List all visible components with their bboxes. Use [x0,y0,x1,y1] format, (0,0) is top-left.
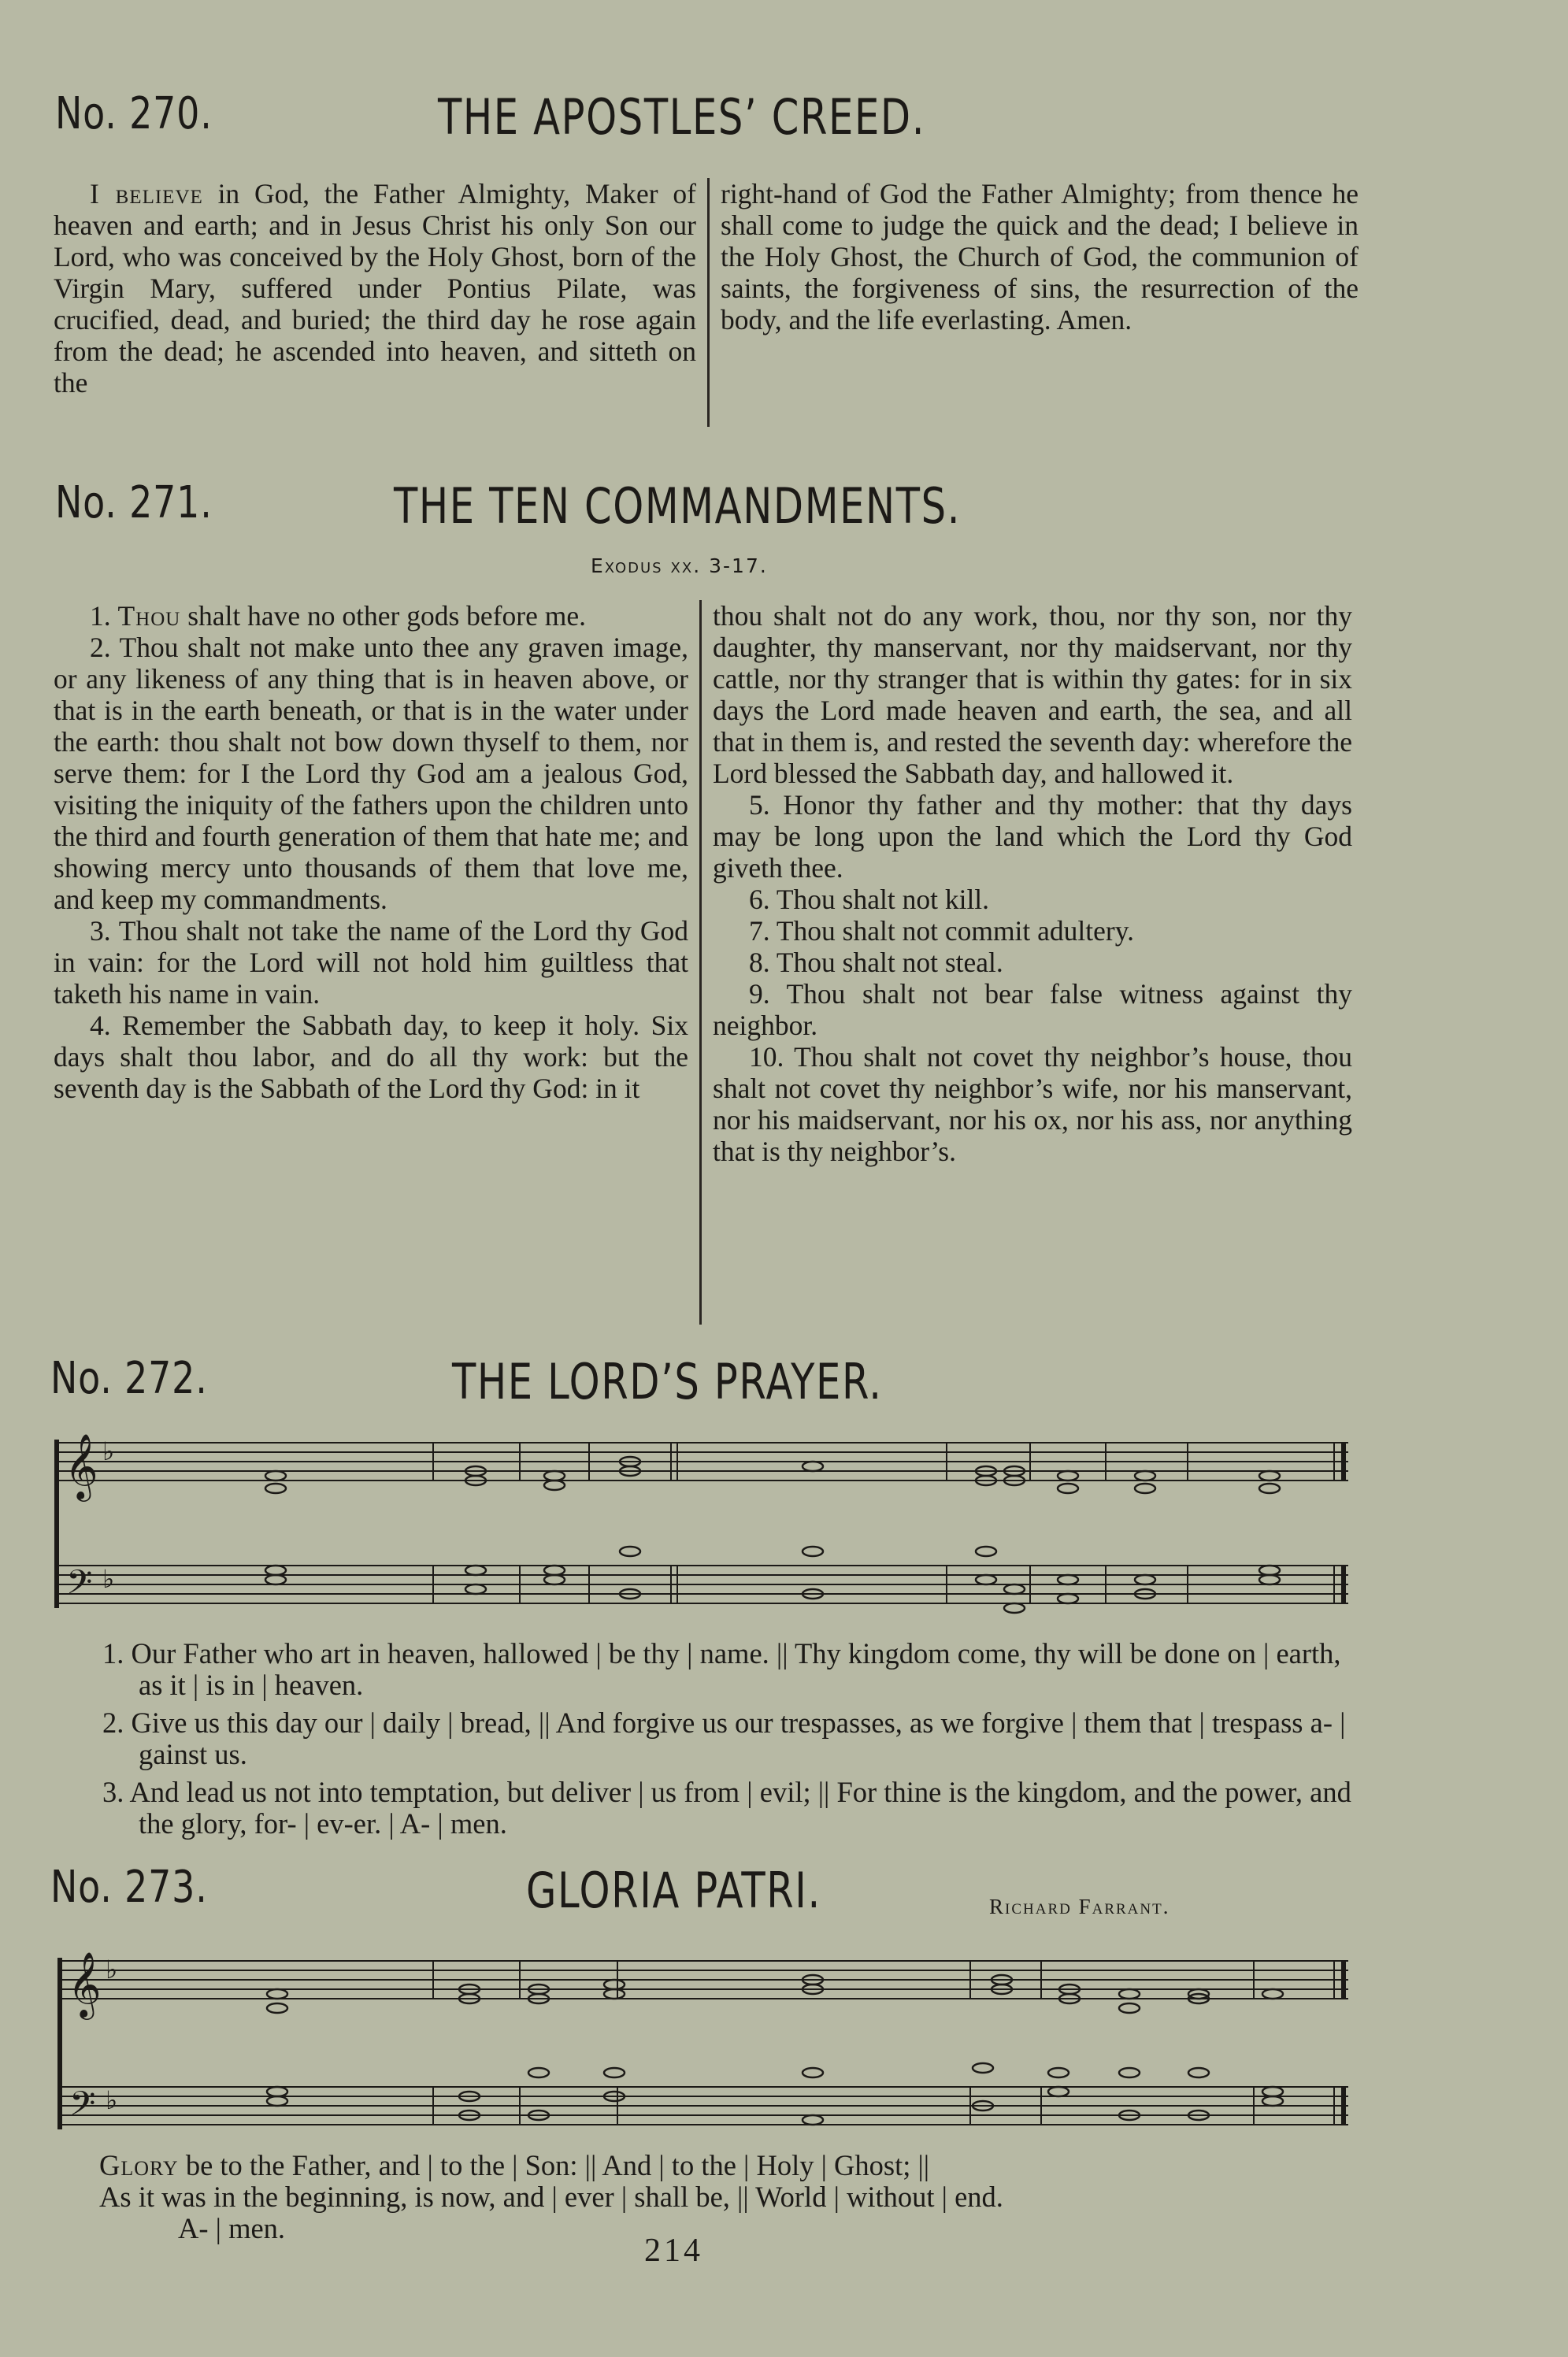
creed-first-word: I believe [90,178,203,209]
commandment-3: 3. Thou shalt not take the name of the Lord thy God in vain: for the Lord will not hold him guiltless that taketh his name in vain. [54,915,688,1010]
svg-text:𝄞: 𝄞 [68,1951,102,2017]
gloria-number: No. 273. [50,1862,208,1913]
commandment-2: 2. Thou shalt not make unto thee any graven image, or any likeness of any thing that is in heaven above, or that is in the earth beneath, or that is in the water under the earth: thou shalt not bow down thyself to them, nor serve them: for I the Lord thy God am a jealous God, visiting the iniquity of the fathers upon the children unto the third and fourth generation of them that hate me; and showing mercy unto thousands of them that love me, and keep my commandments. [54,632,688,915]
lords-prayer-verse-3: 3. And lead us not into temptation, but deliver | us from | evil; || For thine is the kingdom, and the power, and the glory, for- | ev-er. | A- | men. [102,1776,1351,1840]
commandment-4-start: 4. Remember the Sabbath day, to keep it holy. Six days shalt thou labor, and do all thy work: but the seventh day is the Sabbath of the Lord thy God: in it [54,1010,688,1104]
gloria-music-score [49,1951,1356,2148]
commandment-5: 5. Honor thy father and thy mother: that thy days may be long upon the land which the Lord thy God giveth thee. [713,789,1352,884]
lords-prayer-number: No. 272. [50,1353,208,1404]
lords-prayer-music-score [49,1433,1356,1622]
svg-text:𝄞: 𝄞 [65,1433,98,1499]
creed-left-text: in God, the Father Almighty, Maker of heaven and earth; and in Jesus Christ his only Son our Lord, who was conceived by the Holy Ghost, born of the Virgin Mary, suffered under Pontius Pilate, was crucified, dead, and buried; the third day he rose again from the dead; he ascended into heaven, and sitteth on the [54,178,696,398]
lords-prayer-verse-2: 2. Give us this day our | daily | bread, || And forgive us our trespasses, as we forgive | them that | trespass a- | gainst us. [102,1707,1346,1770]
creed-right-column [721,178,1359,430]
commandment-1-text: shalt have no other gods before me. [180,600,586,632]
lords-prayer-verse-1: 1. Our Father who art in heaven, hallowed | be thy | name. || Thy kingdom come, thy will be done on | earth, as it | is in | heaven. [102,1637,1341,1701]
commandments-heading [55,477,1512,548]
commandments-reference: Exodus xx. 3-17. [591,554,768,577]
gloria-heading [50,1862,1507,1933]
commandment-4-end: thou shalt not do any work, thou, nor thy son, nor thy daughter, thy manservant, nor thy maidservant, nor thy cattle, nor thy stranger that is within thy gates: for in six days the Lord made heaven and earth, the sea, and all that in them is, and rested the seventh day: wherefore the Lord blessed the Sabbath day, and hallowed it. [713,600,1352,789]
svg-text:♭: ♭ [106,1955,118,1985]
gloria-line-2: As it was in the beginning, is now, and | ever | shall be, || World | without | end. [99,2181,1003,2213]
creed-left-column [54,178,696,430]
commandments-title: THE TEN COMMANDMENTS. [394,477,962,535]
commandments-right-column [713,600,1352,1329]
svg-text:♭: ♭ [102,1436,115,1466]
creed-title: THE APOSTLES’ CREED. [438,88,926,146]
commandment-8: 8. Thou shalt not steal. [749,947,1003,978]
creed-right-text: right-hand of God the Father Almighty; from thence he shall come to judge the quick and the dead; I believe in the Holy Ghost, the Church of God, the communion of saints, the forgiveness of sins, the resurrection of the body, and the life everlasting. Amen. [721,178,1359,335]
commandments-left-column [54,600,688,1329]
svg-text:𝄢: 𝄢 [66,1563,93,1610]
gloria-composer: Richard Farrant. [989,1895,1170,1918]
commandment-1-number: 1. [90,600,111,632]
commandment-9: 9. Thou shalt not bear false witness against thy neighbor. [713,978,1352,1041]
column-divider [707,178,710,427]
gloria-line-1 [99,2150,1359,2181]
lords-prayer-text [47,1638,1370,1846]
commandment-10: 10. Thou shalt not covet thy neighbor’s house, thou shalt not covet thy neighbor’s wife, nor his manservant, nor his maidservant, nor his ox, nor his ass, nor anything that is thy neighbor’s. [713,1041,1352,1167]
lords-prayer-title: THE LORD’S PRAYER. [452,1353,883,1410]
svg-text:♭: ♭ [102,1564,115,1594]
gloria-line-1-text: be to the Father, and | to the | Son: || And | to the | Holy | Ghost; || [178,2149,930,2181]
commandments-number: No. 271. [55,477,213,528]
gloria-line-3: A- | men. [178,2212,286,2244]
page-number: 214 [644,2233,703,2269]
creed-number: No. 270. [55,88,213,139]
svg-text:𝄢: 𝄢 [69,2085,96,2132]
gloria-first-word: Glory [99,2149,179,2181]
svg-text:♭: ♭ [106,2085,118,2115]
commandment-6: 6. Thou shalt not kill. [749,884,990,915]
gloria-text [99,2150,1359,2244]
commandment-7: 7. Thou shalt not commit adultery. [749,915,1135,947]
creed-heading [55,88,1512,159]
column-divider [699,600,702,1325]
creed-body [54,178,1359,430]
commandment-1-first-word: Thou [117,600,181,632]
lords-prayer-heading [50,1353,1507,1424]
gloria-title: GLORIA PATRI. [526,1862,821,1919]
commandments-body [54,600,1359,1329]
